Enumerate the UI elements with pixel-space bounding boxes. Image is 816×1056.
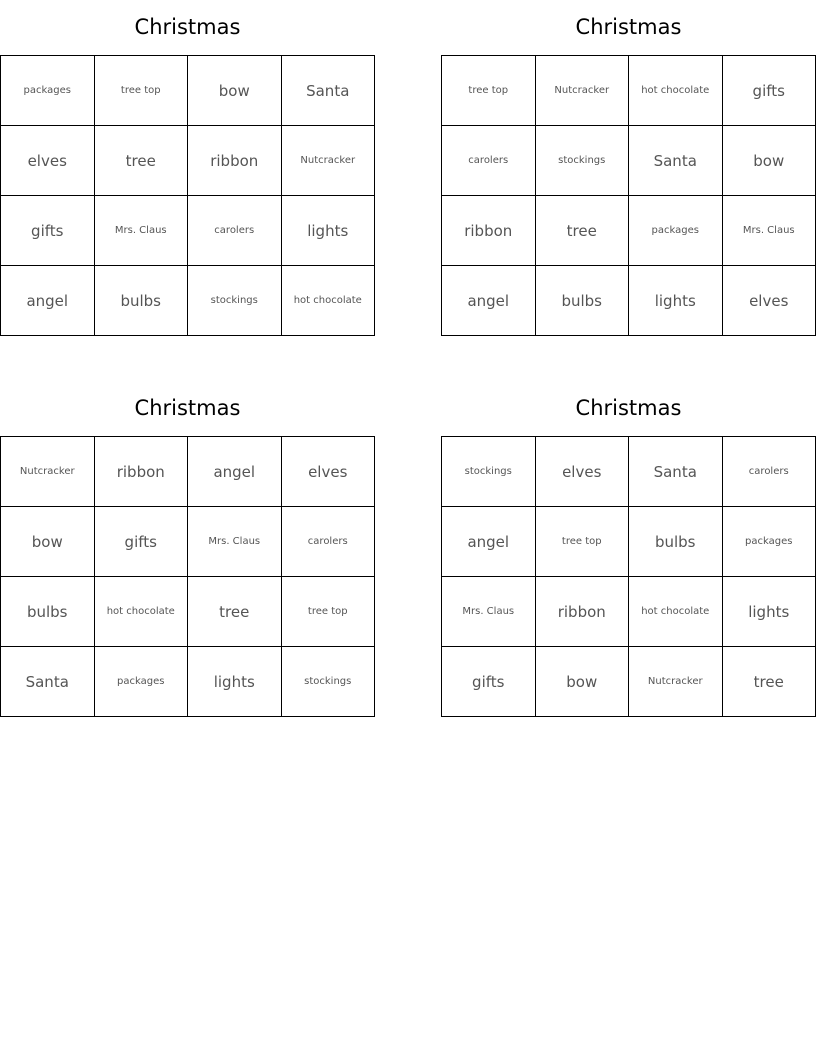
bingo-cell: carolers bbox=[281, 507, 375, 577]
bingo-cell: gifts bbox=[1, 196, 95, 266]
bingo-cell: Santa bbox=[281, 56, 375, 126]
bingo-cell: elves bbox=[281, 437, 375, 507]
bingo-cell: tree bbox=[188, 577, 282, 647]
card-title: Christmas bbox=[575, 396, 682, 420]
bingo-cell: angel bbox=[1, 266, 95, 336]
bingo-cell: angel bbox=[188, 437, 282, 507]
bingo-cell: Nutcracker bbox=[281, 126, 375, 196]
bingo-grid bbox=[0, 436, 375, 717]
bingo-cell: packages bbox=[629, 196, 723, 266]
bingo-cell: carolers bbox=[442, 126, 536, 196]
bingo-cell: Mrs. Claus bbox=[94, 196, 188, 266]
bingo-cell: Santa bbox=[1, 647, 95, 717]
bingo-cell: hot chocolate bbox=[629, 577, 723, 647]
bingo-cell: stockings bbox=[281, 647, 375, 717]
bingo-cell: ribbon bbox=[442, 196, 536, 266]
bingo-cell: bulbs bbox=[629, 507, 723, 577]
bingo-cell: tree top bbox=[94, 56, 188, 126]
bingo-cell: tree bbox=[722, 647, 816, 717]
bingo-cell: tree top bbox=[442, 56, 536, 126]
bingo-cell: tree bbox=[94, 126, 188, 196]
bingo-cell: Mrs. Claus bbox=[188, 507, 282, 577]
bingo-grid bbox=[441, 436, 816, 717]
bingo-cell: ribbon bbox=[535, 577, 629, 647]
bingo-cell: stockings bbox=[442, 437, 536, 507]
bingo-grid bbox=[441, 55, 816, 336]
bingo-cell: bow bbox=[188, 56, 282, 126]
bingo-cell: packages bbox=[94, 647, 188, 717]
bingo-cell: bulbs bbox=[1, 577, 95, 647]
bingo-cell: packages bbox=[722, 507, 816, 577]
bingo-cell: tree top bbox=[535, 507, 629, 577]
bingo-cell: gifts bbox=[722, 56, 816, 126]
bingo-cell: Santa bbox=[629, 437, 723, 507]
bingo-cell: bulbs bbox=[94, 266, 188, 336]
bingo-cell: carolers bbox=[722, 437, 816, 507]
bingo-cell: lights bbox=[188, 647, 282, 717]
bingo-cell: elves bbox=[535, 437, 629, 507]
bingo-cell: Mrs. Claus bbox=[442, 577, 536, 647]
bingo-cell: bulbs bbox=[535, 266, 629, 336]
card-title: Christmas bbox=[575, 15, 682, 39]
bingo-cell: bow bbox=[535, 647, 629, 717]
bingo-cell: Nutcracker bbox=[629, 647, 723, 717]
bingo-cell: angel bbox=[442, 266, 536, 336]
bingo-cell: stockings bbox=[188, 266, 282, 336]
bingo-cell: bow bbox=[1, 507, 95, 577]
bingo-cell: carolers bbox=[188, 196, 282, 266]
card-title: Christmas bbox=[134, 396, 241, 420]
bingo-cell: angel bbox=[442, 507, 536, 577]
bingo-cell: tree bbox=[535, 196, 629, 266]
bingo-cell: ribbon bbox=[94, 437, 188, 507]
bingo-cell: lights bbox=[629, 266, 723, 336]
bingo-cell: hot chocolate bbox=[281, 266, 375, 336]
bingo-cell: lights bbox=[722, 577, 816, 647]
bingo-cell: stockings bbox=[535, 126, 629, 196]
bingo-cell: ribbon bbox=[188, 126, 282, 196]
bingo-cell: Santa bbox=[629, 126, 723, 196]
bingo-cell: gifts bbox=[94, 507, 188, 577]
bingo-cell: Nutcracker bbox=[535, 56, 629, 126]
bingo-cell: hot chocolate bbox=[94, 577, 188, 647]
bingo-cell: tree top bbox=[281, 577, 375, 647]
bingo-cell: bow bbox=[722, 126, 816, 196]
card-title: Christmas bbox=[134, 15, 241, 39]
bingo-cell: elves bbox=[722, 266, 816, 336]
bingo-cell: hot chocolate bbox=[629, 56, 723, 126]
bingo-cell: Mrs. Claus bbox=[722, 196, 816, 266]
bingo-cell: elves bbox=[1, 126, 95, 196]
bingo-cell: Nutcracker bbox=[1, 437, 95, 507]
bingo-grid bbox=[0, 55, 375, 336]
bingo-cell: gifts bbox=[442, 647, 536, 717]
bingo-cell: packages bbox=[1, 56, 95, 126]
bingo-cell: lights bbox=[281, 196, 375, 266]
